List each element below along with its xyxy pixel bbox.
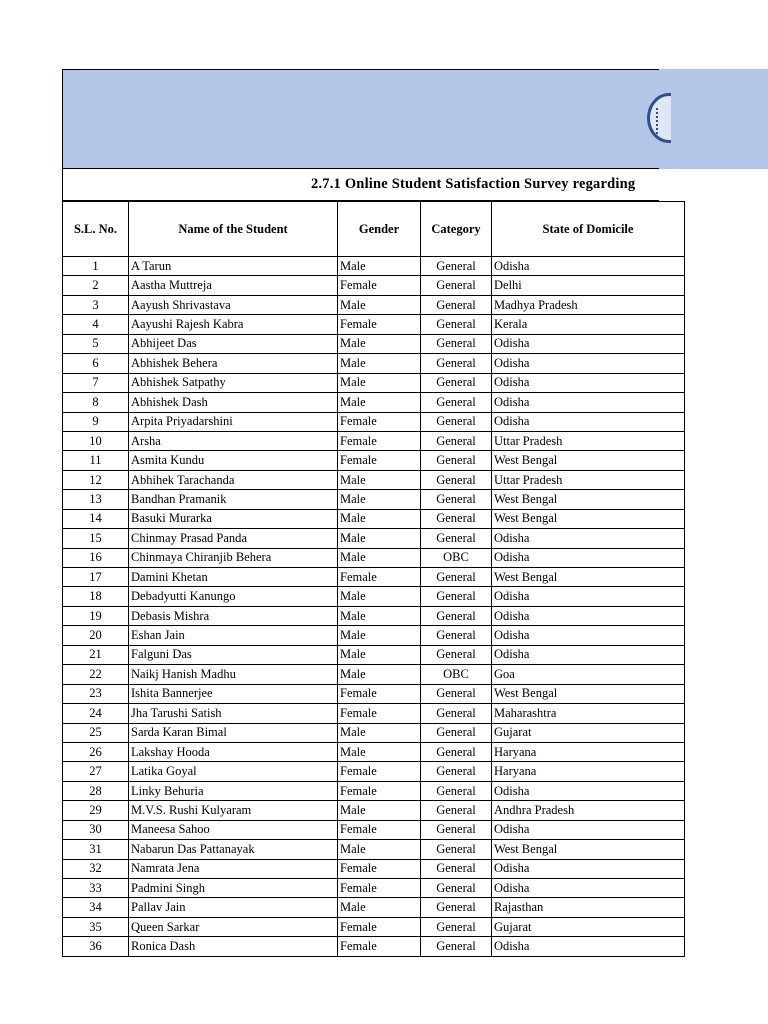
cell-sl-no: 17 — [63, 568, 129, 587]
cell-state: Odisha — [492, 859, 685, 878]
cell-student-name: Maneesa Sahoo — [129, 820, 338, 839]
table-row — [63, 548, 685, 567]
header-state-of-domicile: State of Domicile — [492, 202, 685, 257]
cell-category: General — [421, 295, 492, 314]
cell-state: Odisha — [492, 412, 685, 431]
cell-category: General — [421, 568, 492, 587]
cell-sl-no: 10 — [63, 431, 129, 450]
cell-state: Odisha — [492, 820, 685, 839]
cell-student-name: Linky Behuria — [129, 781, 338, 800]
cell-sl-no: 25 — [63, 723, 129, 742]
cell-state: Odisha — [492, 626, 685, 645]
cell-gender: Female — [338, 762, 421, 781]
survey-title: 2.7.1 Online Student Satisfaction Survey regarding — [311, 176, 636, 192]
cell-student-name: Abhijeet Das — [129, 334, 338, 353]
cell-student-name: Arsha — [129, 431, 338, 450]
cell-student-name: Debasis Mishra — [129, 606, 338, 625]
table-body — [63, 257, 685, 957]
cell-sl-no: 3 — [63, 295, 129, 314]
cell-state: Odisha — [492, 334, 685, 353]
cell-state: Maharashtra — [492, 704, 685, 723]
cell-state: Odisha — [492, 781, 685, 800]
cell-state: Haryana — [492, 742, 685, 761]
cell-sl-no: 14 — [63, 509, 129, 528]
cell-student-name: Lakshay Hooda — [129, 742, 338, 761]
table-row — [63, 781, 685, 800]
cell-gender: Male — [338, 257, 421, 276]
cell-state: Odisha — [492, 529, 685, 548]
cell-gender: Female — [338, 684, 421, 703]
cell-state: Goa — [492, 665, 685, 684]
cell-state: Uttar Pradesh — [492, 470, 685, 489]
cell-student-name: Aastha Muttreja — [129, 276, 338, 295]
cell-student-name: Bandhan Pramanik — [129, 490, 338, 509]
cell-student-name: A Tarun — [129, 257, 338, 276]
cell-gender: Female — [338, 568, 421, 587]
cell-state: Odisha — [492, 354, 685, 373]
cell-sl-no: 18 — [63, 587, 129, 606]
cell-gender: Male — [338, 470, 421, 489]
cell-sl-no: 8 — [63, 393, 129, 412]
cell-gender: Female — [338, 859, 421, 878]
cell-gender: Male — [338, 723, 421, 742]
cell-sl-no: 4 — [63, 315, 129, 334]
cell-student-name: Aayush Shrivastava — [129, 295, 338, 314]
table-row — [63, 529, 685, 548]
cell-category: General — [421, 820, 492, 839]
cell-category: OBC — [421, 665, 492, 684]
cell-student-name: Padmini Singh — [129, 879, 338, 898]
table-row — [63, 840, 685, 859]
table-row — [63, 470, 685, 489]
table-row — [63, 295, 685, 314]
header-banner-extension — [659, 69, 768, 169]
cell-category: General — [421, 334, 492, 353]
cell-sl-no: 12 — [63, 470, 129, 489]
cell-gender: Female — [338, 937, 421, 956]
cell-gender: Male — [338, 548, 421, 567]
student-table — [62, 201, 685, 957]
cell-category: General — [421, 354, 492, 373]
cell-state: Rajasthan — [492, 898, 685, 917]
cell-state: Odisha — [492, 393, 685, 412]
cell-gender: Female — [338, 412, 421, 431]
cell-sl-no: 6 — [63, 354, 129, 373]
cell-gender: Male — [338, 606, 421, 625]
cell-sl-no: 11 — [63, 451, 129, 470]
cell-category: General — [421, 606, 492, 625]
cell-category: General — [421, 626, 492, 645]
cell-state: Odisha — [492, 606, 685, 625]
cell-sl-no: 35 — [63, 917, 129, 936]
cell-category: General — [421, 490, 492, 509]
cell-student-name: Latika Goyal — [129, 762, 338, 781]
cell-category: General — [421, 393, 492, 412]
cell-gender: Male — [338, 354, 421, 373]
header-student-name: Name of the Student — [129, 202, 338, 257]
cell-gender: Male — [338, 334, 421, 353]
table-row — [63, 645, 685, 664]
cell-state: West Bengal — [492, 568, 685, 587]
cell-state: Kerala — [492, 315, 685, 334]
cell-category: General — [421, 762, 492, 781]
cell-student-name: M.V.S. Rushi Kulyaram — [129, 801, 338, 820]
cell-gender: Female — [338, 781, 421, 800]
cell-category: General — [421, 645, 492, 664]
cell-state: Gujarat — [492, 917, 685, 936]
cell-state: Andhra Pradesh — [492, 801, 685, 820]
cell-student-name: Jha Tarushi Satish — [129, 704, 338, 723]
cell-category: General — [421, 723, 492, 742]
cell-sl-no: 24 — [63, 704, 129, 723]
cell-category: OBC — [421, 548, 492, 567]
cell-student-name: Pallav Jain — [129, 898, 338, 917]
cell-state: Odisha — [492, 373, 685, 392]
cell-student-name: Chinmay Prasad Panda — [129, 529, 338, 548]
table-row — [63, 354, 685, 373]
cell-gender: Male — [338, 490, 421, 509]
cell-sl-no: 7 — [63, 373, 129, 392]
table-row — [63, 431, 685, 450]
cell-gender: Male — [338, 626, 421, 645]
cell-student-name: Ishita Bannerjee — [129, 684, 338, 703]
cell-sl-no: 33 — [63, 879, 129, 898]
cell-student-name: Basuki Murarka — [129, 509, 338, 528]
cell-state: West Bengal — [492, 684, 685, 703]
cell-category: General — [421, 704, 492, 723]
cell-gender: Male — [338, 373, 421, 392]
table-row — [63, 704, 685, 723]
cell-category: General — [421, 684, 492, 703]
cell-student-name: Arpita Priyadarshini — [129, 412, 338, 431]
cell-gender: Female — [338, 431, 421, 450]
cell-sl-no: 19 — [63, 606, 129, 625]
cell-gender: Male — [338, 587, 421, 606]
cell-gender: Male — [338, 801, 421, 820]
cell-category: General — [421, 470, 492, 489]
cell-student-name: Eshan Jain — [129, 626, 338, 645]
table-row — [63, 451, 685, 470]
cell-student-name: Ronica Dash — [129, 937, 338, 956]
cell-sl-no: 23 — [63, 684, 129, 703]
cell-sl-no: 30 — [63, 820, 129, 839]
cell-sl-no: 36 — [63, 937, 129, 956]
cell-sl-no: 13 — [63, 490, 129, 509]
cell-state: Gujarat — [492, 723, 685, 742]
table-row — [63, 412, 685, 431]
cell-state: Odisha — [492, 645, 685, 664]
cell-sl-no: 28 — [63, 781, 129, 800]
cell-category: General — [421, 801, 492, 820]
cell-gender: Female — [338, 276, 421, 295]
cell-sl-no: 26 — [63, 742, 129, 761]
cell-category: General — [421, 898, 492, 917]
cell-sl-no: 22 — [63, 665, 129, 684]
cell-category: General — [421, 529, 492, 548]
header-banner — [62, 69, 659, 169]
cell-sl-no: 16 — [63, 548, 129, 567]
table-row — [63, 859, 685, 878]
cell-category: General — [421, 276, 492, 295]
cell-state: Delhi — [492, 276, 685, 295]
cell-student-name: Chinmaya Chiranjib Behera — [129, 548, 338, 567]
cell-gender: Male — [338, 840, 421, 859]
cell-state: Odisha — [492, 879, 685, 898]
cell-state: West Bengal — [492, 840, 685, 859]
cell-gender: Male — [338, 742, 421, 761]
table-row — [63, 490, 685, 509]
header-sl-no: S.L. No. — [63, 202, 129, 257]
table-row — [63, 257, 685, 276]
institution-logo-icon — [647, 93, 671, 143]
cell-gender: Female — [338, 704, 421, 723]
table-row — [63, 742, 685, 761]
cell-category: General — [421, 315, 492, 334]
cell-student-name: Damini Khetan — [129, 568, 338, 587]
cell-category: General — [421, 859, 492, 878]
table-row — [63, 723, 685, 742]
cell-category: General — [421, 431, 492, 450]
table-row — [63, 509, 685, 528]
table-row — [63, 587, 685, 606]
cell-category: General — [421, 373, 492, 392]
cell-gender: Male — [338, 509, 421, 528]
table-row — [63, 820, 685, 839]
table-row — [63, 606, 685, 625]
cell-student-name: Aayushi Rajesh Kabra — [129, 315, 338, 334]
table-row — [63, 917, 685, 936]
cell-sl-no: 5 — [63, 334, 129, 353]
cell-student-name: Falguni Das — [129, 645, 338, 664]
cell-student-name: Sarda Karan Bimal — [129, 723, 338, 742]
table-header-row — [63, 202, 685, 257]
cell-gender: Female — [338, 451, 421, 470]
cell-category: General — [421, 879, 492, 898]
cell-state: Haryana — [492, 762, 685, 781]
cell-state: Odisha — [492, 587, 685, 606]
table-row — [63, 665, 685, 684]
cell-sl-no: 29 — [63, 801, 129, 820]
cell-category: General — [421, 412, 492, 431]
cell-sl-no: 1 — [63, 257, 129, 276]
cell-gender: Female — [338, 917, 421, 936]
table-row — [63, 626, 685, 645]
table-row — [63, 937, 685, 956]
cell-student-name: Abhishek Behera — [129, 354, 338, 373]
cell-student-name: Nabarun Das Pattanayak — [129, 840, 338, 859]
cell-student-name: Queen Sarkar — [129, 917, 338, 936]
table-row — [63, 315, 685, 334]
cell-student-name: Namrata Jena — [129, 859, 338, 878]
table-row — [63, 801, 685, 820]
cell-gender: Male — [338, 645, 421, 664]
header-gender: Gender — [338, 202, 421, 257]
cell-gender: Male — [338, 898, 421, 917]
cell-category: General — [421, 937, 492, 956]
cell-category: General — [421, 587, 492, 606]
cell-gender: Male — [338, 295, 421, 314]
cell-state: Odisha — [492, 257, 685, 276]
cell-gender: Male — [338, 529, 421, 548]
cell-gender: Female — [338, 879, 421, 898]
cell-state: Madhya Pradesh — [492, 295, 685, 314]
cell-category: General — [421, 451, 492, 470]
cell-gender: Female — [338, 315, 421, 334]
cell-sl-no: 15 — [63, 529, 129, 548]
cell-category: General — [421, 917, 492, 936]
table-row — [63, 393, 685, 412]
table-row — [63, 684, 685, 703]
cell-category: General — [421, 509, 492, 528]
cell-student-name: Abhishek Satpathy — [129, 373, 338, 392]
cell-sl-no: 2 — [63, 276, 129, 295]
table-row — [63, 879, 685, 898]
cell-state: West Bengal — [492, 451, 685, 470]
cell-gender: Male — [338, 393, 421, 412]
cell-student-name: Abhihek Tarachanda — [129, 470, 338, 489]
cell-state: Odisha — [492, 937, 685, 956]
cell-student-name: Naikj Hanish Madhu — [129, 665, 338, 684]
cell-category: General — [421, 742, 492, 761]
cell-sl-no: 31 — [63, 840, 129, 859]
cell-student-name: Debadyutti Kanungo — [129, 587, 338, 606]
table-row — [63, 568, 685, 587]
cell-state: Uttar Pradesh — [492, 431, 685, 450]
cell-sl-no: 32 — [63, 859, 129, 878]
cell-category: General — [421, 257, 492, 276]
cell-sl-no: 27 — [63, 762, 129, 781]
table-row — [63, 373, 685, 392]
table-row — [63, 762, 685, 781]
cell-category: General — [421, 781, 492, 800]
table-row — [63, 334, 685, 353]
cell-gender: Male — [338, 665, 421, 684]
survey-title-row — [62, 169, 659, 201]
cell-category: General — [421, 840, 492, 859]
cell-state: West Bengal — [492, 490, 685, 509]
cell-gender: Female — [338, 820, 421, 839]
header-category: Category — [421, 202, 492, 257]
cell-sl-no: 21 — [63, 645, 129, 664]
cell-state: West Bengal — [492, 509, 685, 528]
cell-sl-no: 34 — [63, 898, 129, 917]
cell-state: Odisha — [492, 548, 685, 567]
table-row — [63, 898, 685, 917]
table-row — [63, 276, 685, 295]
cell-sl-no: 20 — [63, 626, 129, 645]
cell-student-name: Abhishek Dash — [129, 393, 338, 412]
cell-student-name: Asmita Kundu — [129, 451, 338, 470]
cell-sl-no: 9 — [63, 412, 129, 431]
